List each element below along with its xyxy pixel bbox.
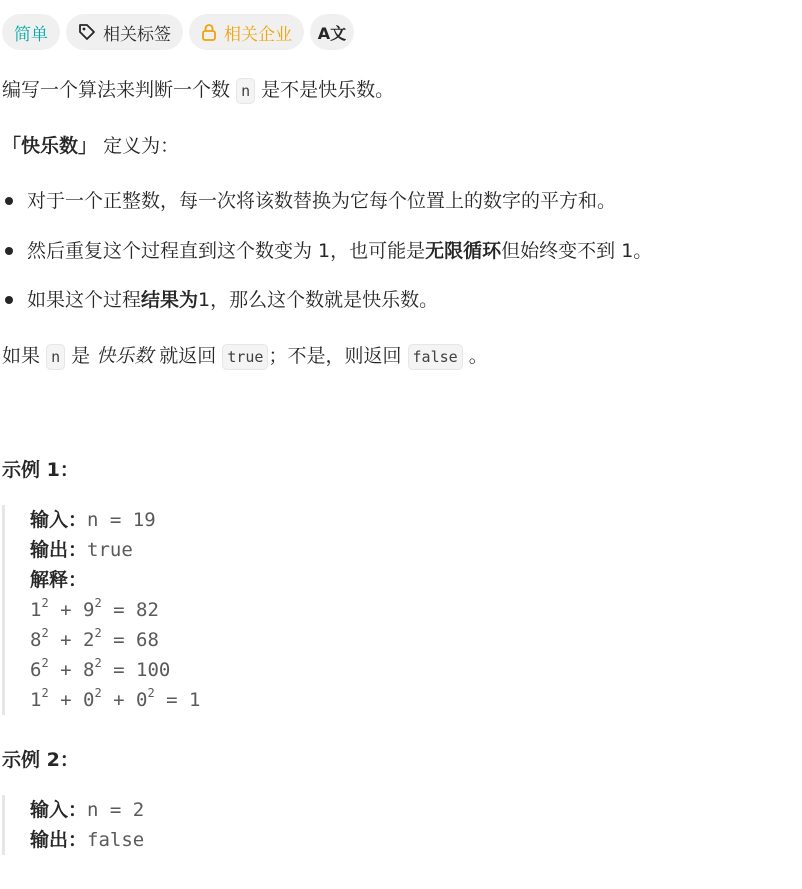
definition-term: 「快乐数」 [2,135,98,157]
intro-line [2,76,394,105]
return-text-end: 。 [468,345,488,367]
explanation-line: $1^2 + 9^2 = 82$ [30,596,159,621]
translate-icon: A文 [317,23,347,43]
explanation-label: 解释： [30,569,88,591]
bullet-text: 然后重复这个过程直到这个数变为 1，也可能是 [27,240,426,262]
inline-code-n: n [236,78,255,104]
inline-code-n: n [46,344,65,370]
input-label: 输入： [30,509,88,531]
bullet-bold: 无限循环 [425,240,502,262]
explanation-line: $6^2 + 8^2 = 100$ [30,656,171,681]
output-label: 输出： [30,829,88,851]
related-companies-button[interactable] [189,14,304,50]
intro-text-end: 是不是快乐数。 [261,79,395,101]
tag-icon [78,23,96,41]
tag-row [2,14,354,50]
input-value: n = 19 [87,509,156,531]
return-line [2,342,488,371]
output-value: false [87,829,145,851]
bullet-bold: 结果为 [141,289,199,311]
intro-text: 编写一个算法来判断一个数 [2,79,231,101]
related-companies-label: 相关企业 [224,24,292,45]
bullet-text-end: 1，那么这个数就是快乐数。 [198,289,439,311]
return-text: 就返回 [159,345,217,367]
example-explanation [30,565,200,595]
bullet-dot [5,296,13,304]
example-2-block [2,795,144,855]
bullet-text: 对于一个正整数，每一次将该数替换为它每个位置上的数字的平方和。 [27,190,617,212]
example-1-block [2,505,200,715]
output-label: 输出： [30,539,88,561]
list-item [2,286,438,314]
return-text: 如果 [2,345,41,367]
definition-line [2,132,179,160]
inline-code-true: true [222,344,268,370]
input-label: 输入： [30,799,88,821]
explanation-line: $1^2 + 0^2 + 0^2 = 1$ [30,686,201,711]
difficulty-badge[interactable] [2,14,60,50]
example-output [30,825,144,855]
lock-icon [201,23,217,41]
return-term: 快乐数 [96,345,154,367]
example-input [30,795,144,825]
example-input [30,505,200,535]
input-value: n = 2 [87,799,145,821]
output-value: true [87,539,133,561]
return-text: 是 [71,345,91,367]
bullet-text: 如果这个过程 [27,289,142,311]
example-output [30,535,200,565]
example-1-title: 示例 1： [2,459,79,481]
inline-code-false: false [408,344,463,370]
example-2-title: 示例 2： [2,749,79,771]
return-text: ；不是，则返回 [268,345,402,367]
definition-text: 定义为： [103,135,180,157]
bullet-dot [5,197,13,205]
related-tags-button[interactable] [66,14,183,50]
bullet-text-end: 但始终变不到 1。 [501,240,653,262]
translate-button[interactable] [310,14,354,50]
list-item [2,237,652,265]
bullet-dot [5,247,13,255]
related-tags-label: 相关标签 [103,24,171,45]
explanation-line: $8^2 + 2^2 = 68$ [30,626,159,651]
difficulty-label: 简单 [14,24,48,45]
list-item [2,187,616,215]
